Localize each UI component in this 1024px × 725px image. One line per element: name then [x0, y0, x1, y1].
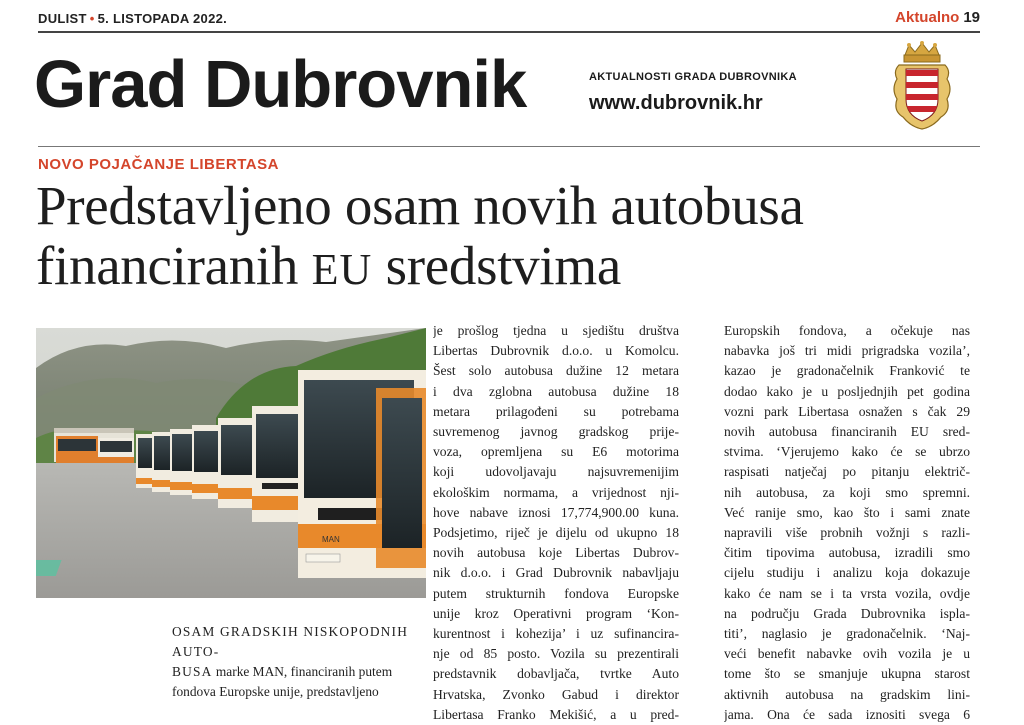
masthead-title: Grad Dubrovnik: [34, 47, 527, 122]
headline-text: sredstvima: [372, 235, 621, 296]
article-text-line: veći benefit nabavke ovih vozila je u: [724, 646, 970, 662]
separator-dot: •: [89, 11, 95, 26]
caption-text: fondova Europske unije, predstavljeno: [172, 684, 379, 699]
caption-lead: OSAM GRADSKIH NISKOPODNIH AUTO-: [172, 624, 409, 659]
headline-line-2: [36, 236, 621, 300]
article-text-line: nih autobusa, za koji smo spremni.: [724, 484, 970, 500]
article-text-line: čitim tipovima autobusa, izradili smo: [724, 545, 970, 561]
article-text-line: kurentnost i kohezija’ i uz sufinancira-: [433, 626, 679, 642]
top-rule: [38, 31, 980, 33]
issue-date: 5. LISTOPADA 2022.: [97, 11, 228, 26]
page-number: 19: [963, 9, 980, 26]
article-text-line: novih autobusa koje Libertas Dubrov-: [433, 545, 679, 561]
article-text-line: Libertas Dubrovnik d.o.o. u Komolcu.: [433, 343, 679, 359]
article-text-line: titi’, naglasio je gradonačelnik. ‘Naj-: [724, 626, 970, 642]
caption-lead: BUSA: [172, 664, 213, 679]
article-text-line: Hrvatska, Zvonko Gabud i direktor: [433, 686, 679, 702]
article-text-line: ekološkim normama, a vrijednost nji-: [433, 484, 679, 500]
article-text-line: koji udovoljavaju najsuvremenijim: [433, 464, 679, 480]
article-text-line: novih autobusa financiranih EU sred-: [724, 424, 970, 440]
article-text-line: voza, opremljena su E6 motorima: [433, 444, 679, 460]
article-text-line: je prošlog tjedna u sjedištu društva: [433, 323, 679, 338]
headline-line-1: Predstavljeno osam novih autobusa: [36, 175, 804, 236]
article-text-line: na području Grada Dubrovnika ispla-: [724, 605, 970, 621]
dubrovnik-coat-of-arms-icon: [889, 41, 955, 133]
masthead-rule: [38, 146, 980, 147]
article-column-1: [433, 321, 679, 725]
caption-text: marke MAN, financiranih putem: [212, 664, 393, 679]
article-text-line: dodao kako je u posljednjih pet godina: [724, 383, 970, 399]
article-text-line: cijelu studiju i analizu koja dokazuje: [724, 565, 970, 581]
article-text-line: nabavka još tri midi prigradska vozila’,: [724, 343, 970, 359]
article-text-line: aktivnih autobusa na gradskim lini-: [724, 686, 970, 702]
article-text-line: unije kroz Operativni program ‘Kon-: [433, 605, 679, 621]
article-text-line: jama. Ona će sada iznositi svega 6: [724, 706, 970, 722]
issue-info: [38, 11, 227, 26]
website-link[interactable]: www.dubrovnik.hr: [589, 92, 763, 114]
article-text-line: tome što se smanjuje ukupna starost: [724, 666, 970, 682]
article-text-line: nik d.o.o. i Grad Dubrovnik nabavljaju: [433, 565, 679, 581]
article-text-line: putem strukturnih fondova Europske: [433, 585, 679, 601]
article-text-line: Šest solo autobusa dužine 12 metara: [433, 363, 679, 379]
article-text-line: nje od 85 posto. Vozila su prezentirali: [433, 646, 679, 662]
article-text-line: Podsjetimo, riječ je dijelu od ukupno 18: [433, 525, 679, 541]
article-kicker: NOVO POJAČANJE LIBERTASA: [38, 156, 279, 173]
article-text-line: suvremenog javnog gradskog prije-: [433, 424, 679, 440]
section-name: Aktualno: [895, 9, 960, 26]
article-text-line: hove nabave iznosi 17,774,900.00 kuna.: [433, 504, 679, 520]
article-text-line: raspisati natječaj po pitanju električ-: [724, 464, 970, 480]
section-info: [895, 9, 980, 26]
article-photo: [36, 328, 426, 598]
article-text-line: i dva zglobna autobusa dužine 18: [433, 383, 679, 399]
article-text-line: napravili više probnih vožnji s razli-: [724, 525, 970, 541]
article-text-line: kazao je gradonačelnik Franković te: [724, 363, 970, 379]
article-column-2: [724, 321, 970, 725]
publication-name: DULIST: [38, 11, 87, 26]
headline-eu: EU: [311, 245, 373, 294]
article-text-line: predstavnik dobavljača, tvrtke Auto: [433, 666, 679, 682]
photo-caption: [172, 622, 428, 702]
article-text-line: vozni park Libertasa osnažen s čak 29: [724, 403, 970, 419]
svg-text:MAN: MAN: [322, 535, 340, 544]
article-text-line: Već ranije smo, kao što i sami znate: [724, 504, 970, 520]
article-text-line: Libertasa Franko Mekišić, a u pred-: [433, 706, 679, 722]
masthead-tagline: AKTUALNOSTI GRADA DUBROVNIKA: [589, 71, 797, 83]
article-text-line: metara prilagođeni su potrebama: [433, 403, 679, 419]
headline-text: financiranih: [36, 235, 312, 296]
article-text-line: stvima. ‘Vjerujemo kako će se ubrzo: [724, 444, 970, 460]
article-text-line: kako će nam se i ta vrsta vozila, ovdje: [724, 585, 970, 601]
article-text-line: Europskih fondova, a očekuje nas: [724, 323, 970, 338]
